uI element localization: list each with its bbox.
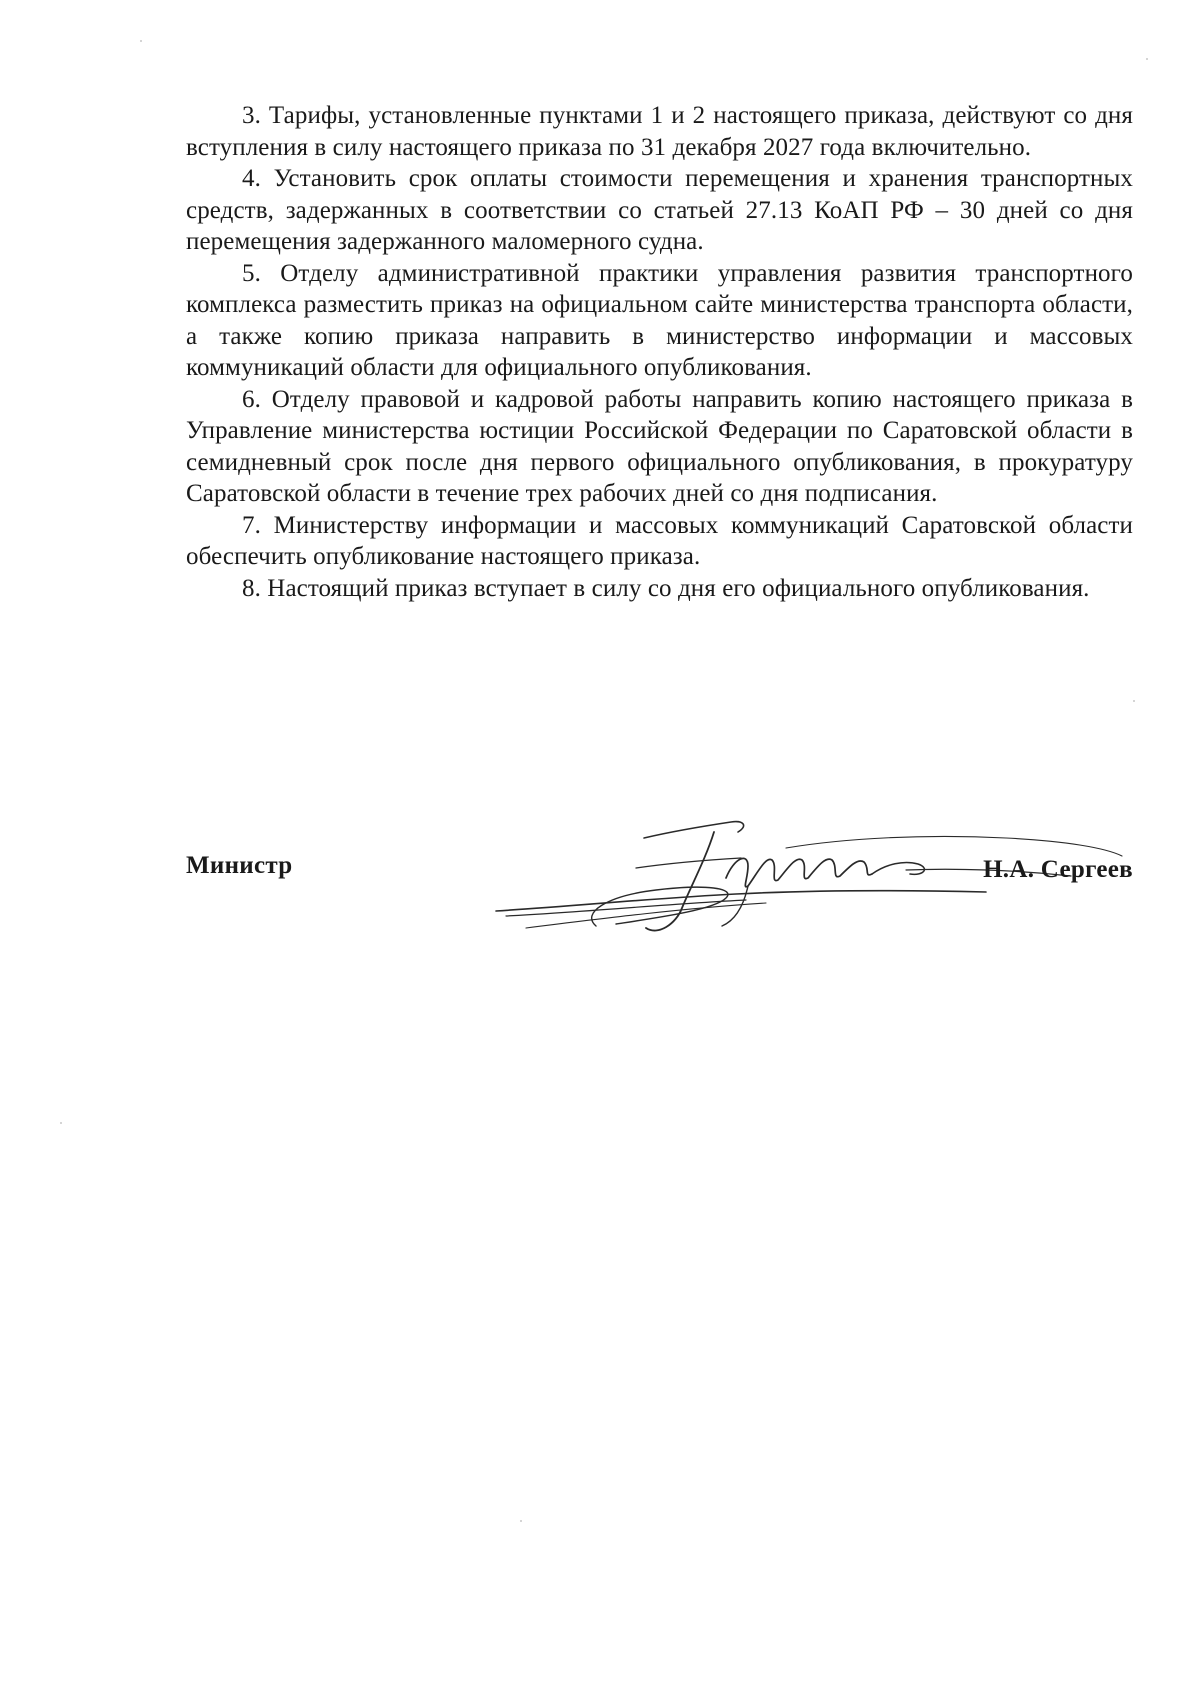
scan-speck xyxy=(520,1520,522,1522)
signatory-name: Н.А. Сергеев xyxy=(983,856,1133,883)
paragraph-7: 7. Министерству информации и массовых коммуникаций Саратовской области обеспечить опубликование настоящего приказа. xyxy=(186,511,1133,570)
signatory-title: Министр xyxy=(186,852,293,879)
paragraph-3: 3. Тарифы, установленные пунктами 1 и 2 настоящего приказа, действуют со дня вступления в силу настоящего приказа по 31 декабря 2027 года включительно. xyxy=(186,102,1133,161)
scan-speck xyxy=(60,1122,62,1124)
document-body xyxy=(186,100,1133,604)
paragraph-5: 5. Отделу административной практики управления развития транспортного комплекса разместить приказ на официальном сайте министерства транспорта области, а также копию приказа направить в министерство информации и массовых коммуникаций области для официального опубликования. xyxy=(186,259,1133,381)
paragraph-8: 8. Настоящий приказ вступает в силу со дня его официального опубликования. xyxy=(242,574,1090,602)
signature-block xyxy=(186,850,1133,970)
scan-speck xyxy=(1146,58,1148,60)
paragraph-6: 6. Отделу правовой и кадровой работы направить копию настоящего приказа в Управление министерства юстиции Российской Федерации по Саратовской области в семидневный срок после дня первого официального опубликования, в прокуратуру Саратовской области в течение трех рабочих дней со дня подписания. xyxy=(186,385,1133,507)
scan-speck xyxy=(140,40,142,42)
paragraph-4: 4. Установить срок оплаты стоимости перемещения и хранения транспортных средств, задержанных в соответствии со статьей 27.13 КоАП РФ – 30 дней со дня перемещения задержанного маломерного судна. xyxy=(186,165,1133,255)
scan-speck xyxy=(1133,700,1135,702)
